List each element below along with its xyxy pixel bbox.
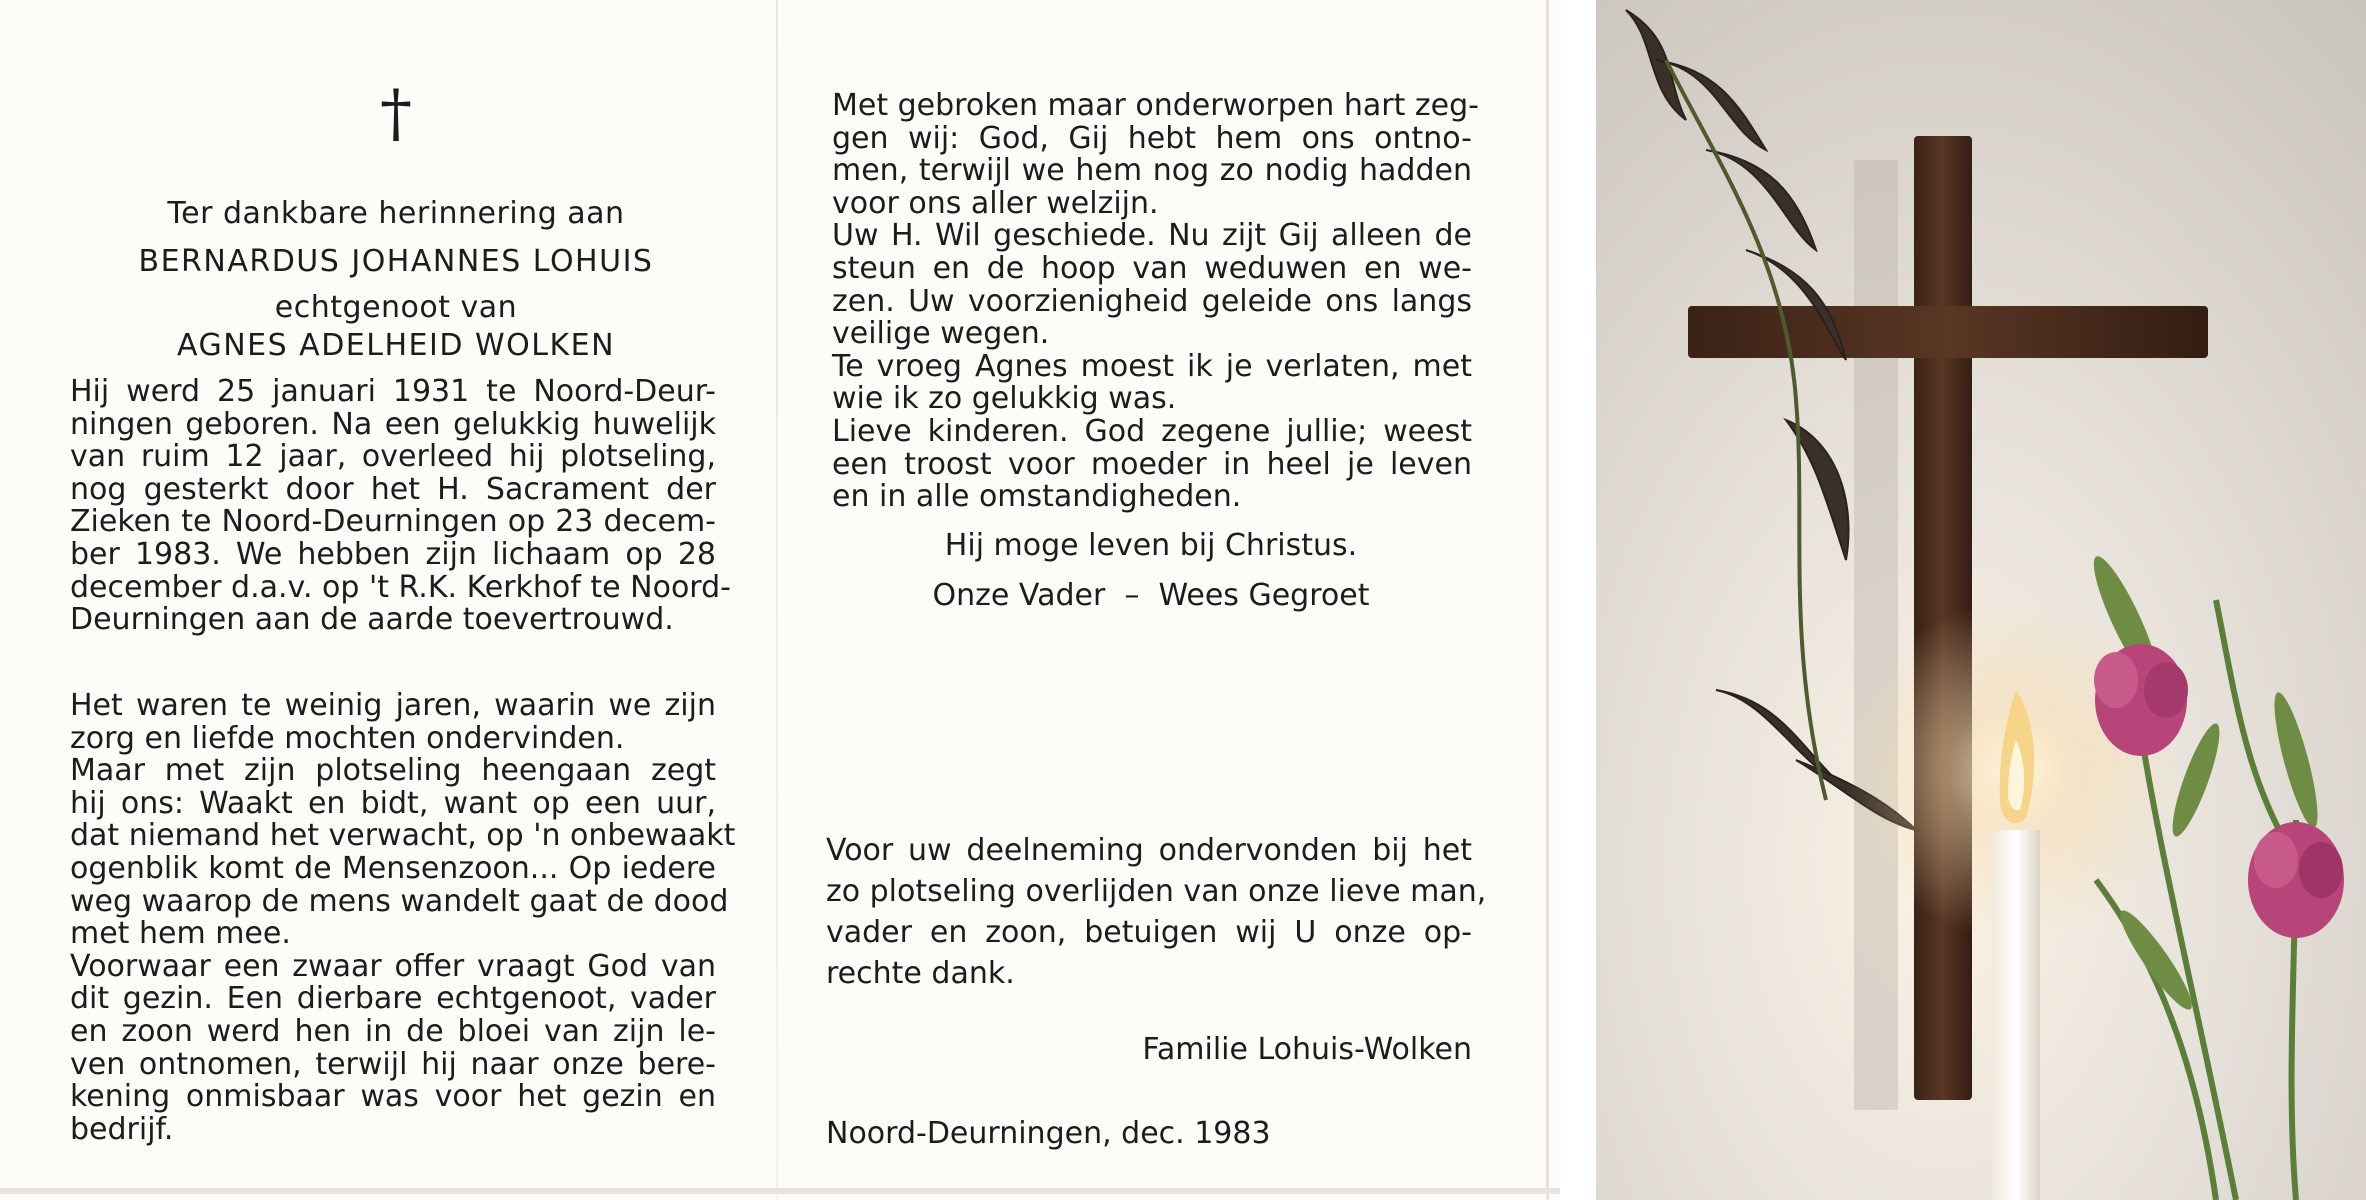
prayer-line: zen. Uw voorzienigheid geleide ons langs (832, 283, 1472, 319)
thanks-paragraph (826, 830, 1487, 994)
reflection-line: dit gezin. Een dierbare echtgenoot, vader (70, 981, 716, 1017)
reflection-paragraph (70, 688, 736, 1147)
reflection-line: weg waarop de mens wandelt gaat de dood (70, 883, 729, 919)
prayer-line: en in alle omstandigheden. (832, 479, 1242, 515)
biography-paragraph (70, 374, 731, 638)
prayer-line: veilige wegen. (832, 316, 1050, 352)
prayer-line: steun en de hoop van weduwen en we- (832, 250, 1472, 286)
intro-line: Ter dankbare herinnering aan (167, 196, 625, 231)
bio-line: Deurningen aan de aarde toevertrouwd. (70, 602, 674, 638)
card-bottom-edge (0, 1188, 1560, 1194)
photo-illustration (1596, 0, 2366, 1200)
reflection-line: zorg en liefde mochten ondervinden. (70, 720, 625, 756)
family-signature: Familie Lohuis-Wolken (1142, 1032, 1472, 1067)
thanks-line: Voor uw deelneming ondervonden bij het (826, 833, 1472, 868)
bio-line: Zieken te Noord-Deurningen op 23 decem- (70, 504, 716, 540)
card-fold-line (776, 0, 778, 1200)
cross-shadow (1854, 160, 1898, 1110)
candle (1992, 830, 2040, 1200)
bio-line: ningen geboren. Na een gelukkig huwelijk (70, 406, 716, 442)
card-right-edge (1546, 0, 1549, 1200)
cross-symbol: † (380, 77, 412, 151)
prayer-line: wie ik zo gelukkig was. (832, 381, 1177, 417)
prayer-line: Lieve kinderen. God zegene jullie; weest (832, 413, 1472, 449)
bio-line: ber 1983. We hebben zijn lichaam op 28 (70, 536, 716, 572)
reflection-line: Het waren te weinig jaren, waarin we zijn (70, 688, 716, 723)
prayer-line: Te vroeg Agnes moest ik je verlaten, met (832, 348, 1472, 384)
reflection-line: Maar met zijn plotseling heengaan zegt (70, 753, 716, 789)
prayers-line: Onze Vader – Wees Gegroet (932, 578, 1370, 613)
cross-beam (1688, 306, 2208, 358)
reflection-line: en zoon werd hen in de bloei van zijn le- (70, 1013, 716, 1049)
prayer-line: men, terwijl we hem nog zo nodig hadden (832, 153, 1472, 189)
reflection-line: kening onmisbaar was voor het gezin en (70, 1079, 716, 1115)
thanks-line: zo plotseling overlijden van onze lieve man, (826, 874, 1487, 909)
cross-candle-photo (1596, 0, 2366, 1200)
spouse-label: echtgenoot van (274, 290, 518, 325)
wall-background (1596, 0, 2366, 1200)
reflection-line: ogenblik komt de Mensenzoon... Op iedere (70, 850, 716, 886)
deceased-name: BERNARDUS JOHANNES LOHUIS (138, 244, 654, 279)
reflection-line: dat niemand het verwacht, op 'n onbewaakt (70, 818, 736, 854)
bio-line: nog gesterkt door het H. Sacrament der (70, 471, 716, 507)
reflection-line: Voorwaar een zwaar offer vraagt God van (70, 948, 716, 984)
prayer-line: gen wij: God, Gij hebt hem ons ontno- (832, 120, 1472, 156)
reflection-line: met hem mee. (70, 916, 291, 952)
reflection-line: bedrijf. (70, 1111, 174, 1147)
prayer-line: een troost voor moeder in heel je leven (832, 446, 1472, 482)
prayer-line: voor ons aller welzijn. (832, 185, 1159, 221)
reflection-line: hij ons: Waakt en bidt, want op een uur, (70, 785, 716, 821)
prayer-line: Uw H. Wil geschiede. Nu zijt Gij alleen de (832, 218, 1472, 254)
prayer-line: Met gebroken maar onderworpen hart zeg- (832, 88, 1479, 123)
thanks-line: rechte dank. (826, 956, 1015, 991)
bio-line: december d.a.v. op 't R.K. Kerkhof te Noord- (70, 569, 731, 605)
spouse-name: AGNES ADELHEID WOLKEN (176, 328, 616, 363)
thanks-line: vader en zoon, betuigen wij U onze op- (826, 915, 1472, 950)
bio-line: van ruim 12 jaar, overleed hij plotseling, (70, 439, 716, 475)
prayer-paragraph (832, 88, 1479, 515)
reflection-line: ven ontnomen, terwijl hij naar onze bere- (70, 1046, 716, 1082)
blessing-line: Hij moge leven bij Christus. (944, 528, 1358, 563)
place-date: Noord-Deurningen, dec. 1983 (826, 1116, 1271, 1151)
bio-line: Hij werd 25 januari 1931 te Noord-Deur- (70, 374, 716, 409)
